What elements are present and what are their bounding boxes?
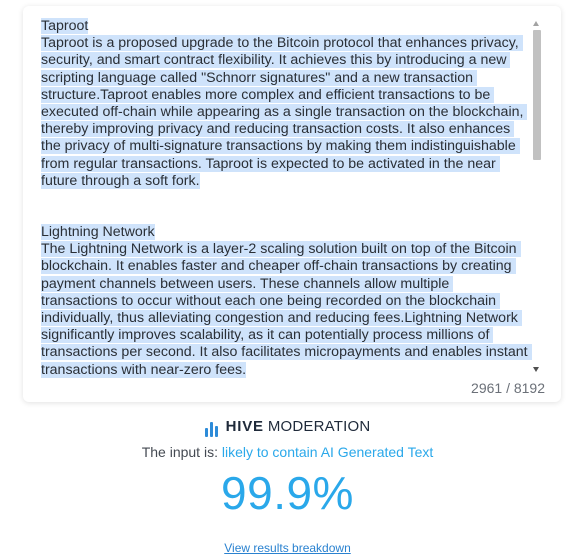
vertical-scrollbar[interactable]	[531, 18, 542, 372]
section-body-taproot: Taproot is a proposed upgrade to the Bitcoin protocol that enhances privacy, security, and smart contract flexibility. It achieves this by introducing a new scripting language called "Schnorr signatures" and a new transaction structure.Taproot enables more complex and efficient transactions to be executed off-chain while appearing as a single transaction on the blockchain, thereby improving privacy and reducing transaction costs. It also enhances the privacy of multi-signature transactions by making them indistinguishable from regular transactions. Taproot is expected to be activated in the near future through a soft fork.	[41, 35, 528, 189]
section-title-taproot: Taproot	[41, 18, 89, 34]
section-body-lightning: The Lightning Network is a layer-2 scaling solution built on top of the Bitcoin blockchain. It enables faster and cheaper off-chain transactions by creating payment channels between users. These channels allow multiple transactions to occur without each one being recorded on the blockchain individually, thus alleviating congestion and reducing fees.Lightning Network significantly improves scalability, as it can potentially process millions of transactions per second. It also facilitates micropayments and enables instant transactions with near-zero fees.	[41, 241, 532, 378]
hive-bars-icon	[205, 420, 220, 437]
scroll-up-arrow-icon[interactable]	[533, 21, 539, 26]
scroll-down-arrow-icon[interactable]	[533, 367, 539, 372]
paragraph-gap	[41, 190, 529, 224]
result-verdict: likely to contain AI Generated Text	[221, 444, 434, 460]
brand-name: HIVE	[225, 418, 264, 435]
ai-score: 99.9%	[221, 467, 354, 519]
breakdown-row	[0, 541, 575, 555]
input-card	[23, 6, 561, 402]
hive-moderation-brand	[0, 418, 575, 437]
text-input-area[interactable]	[41, 18, 532, 378]
brand-suffix: MODERATION	[267, 418, 371, 435]
scroll-thumb[interactable]	[533, 30, 541, 160]
view-breakdown-link[interactable]: View results breakdown	[224, 541, 351, 555]
character-counter: 2961 / 8192	[471, 380, 545, 396]
result-line	[0, 444, 575, 460]
section-title-lightning: Lightning Network	[41, 224, 155, 241]
result-prefix: The input is:	[141, 444, 218, 460]
